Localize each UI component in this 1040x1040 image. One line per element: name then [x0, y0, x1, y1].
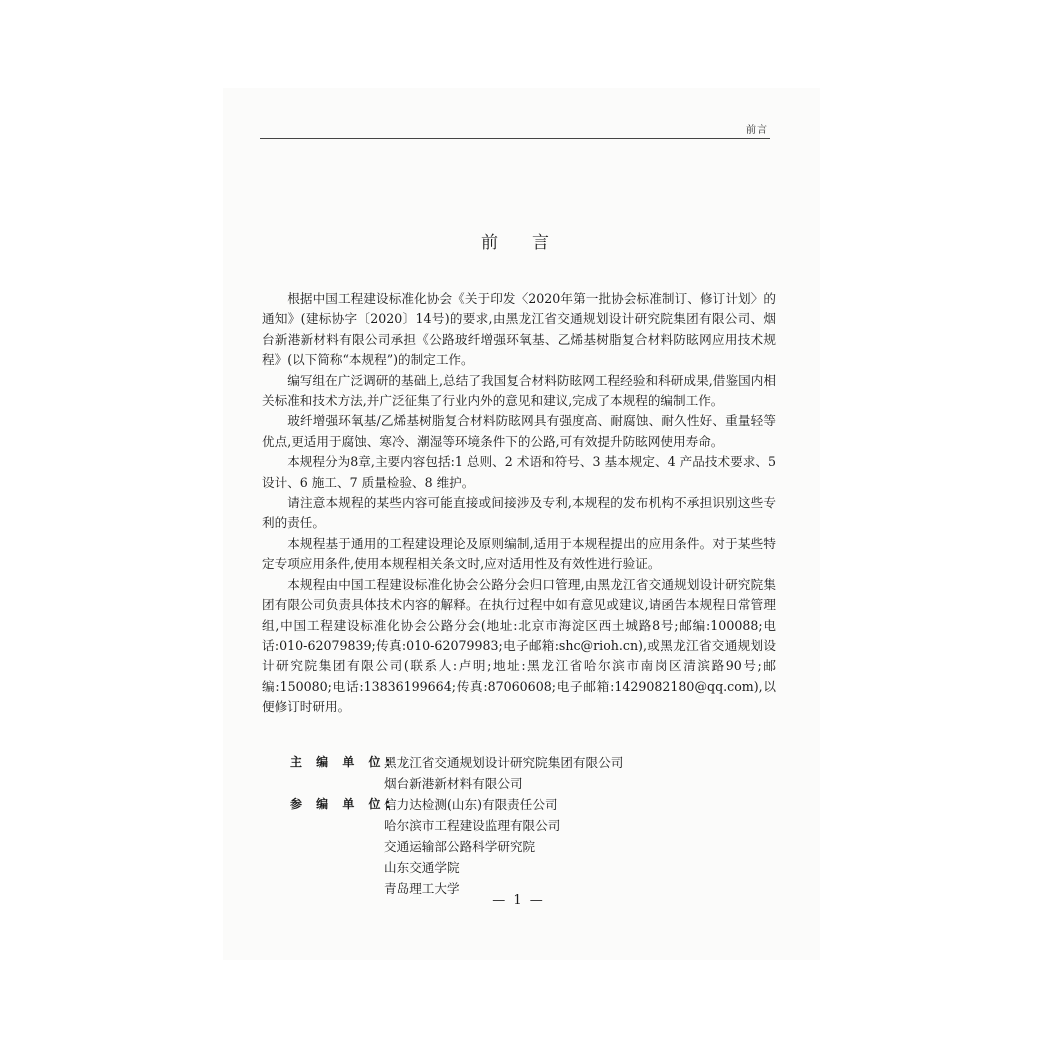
unit-name: 山东交通学院	[384, 860, 460, 875]
participating-label: 参 编 单 位:	[290, 797, 396, 811]
chief-editor-units	[290, 752, 770, 794]
paragraph: 编写组在广泛调研的基础上,总结了我国复合材料防眩网工程经验和科研成果,借鉴国内相关标准和技术方法,并广泛征集了行业内外的意见和建议,完成了本规程的编制工作。	[262, 372, 776, 409]
running-header	[260, 118, 770, 139]
paragraph: 本规程由中国工程建设标准化协会公路分会归口管理,由黑龙江省交通规划设计研究院集团有限公司负责具体技术内容的解释。在执行过程中如有意见或建议,请函告本规程日常管理组,中国工程建设标准化协会公路分会(地址:北京市海淀区西土城路8号;邮编:100088;电话:010-62079839;传真:010-62079983;电子邮箱:shc@rioh.cn),或黑龙江省交通规划设计研究院集团有限公司(联系人:卢明;地址:黑龙江省哈尔滨市南岗区清滨路90号;邮编:150080;电话:13836199664;传真:87060608;电子邮箱:1429082180@qq.com),以便修订时研用。	[262, 576, 776, 715]
paragraph: 本规程基于通用的工程建设理论及原则编制,适用于本规程提出的应用条件。对于某些特定专项应用条件,使用本规程相关条文时,应对适用性及有效性进行验证。	[262, 535, 776, 572]
paragraph: 根据中国工程建设标准化协会《关于印发〈2020年第一批协会标准制订、修订计划〉的通知》(建标协字〔2020〕14号)的要求,由黑龙江省交通规划设计研究院集团有限公司、烟台新港新材料有限公司承担《公路玻纤增强环氧基、乙烯基树脂复合材料防眩网应用技术规程》(以下简称“本规程”)的制定工作。	[262, 291, 776, 368]
participating-units	[290, 794, 770, 899]
preface-body	[262, 289, 776, 718]
running-header-title: 前言	[746, 125, 768, 136]
paragraph: 请注意本规程的某些内容可能直接或间接涉及专利,本规程的发布机构不承担识别这些专利的责任。	[262, 495, 776, 531]
unit-name: 青岛理工大学	[384, 881, 460, 896]
paragraph: 本规程分为8章,主要内容包括:1 总则、2 术语和符号、3 基本规定、4 产品技术要求、5 设计、6 施工、7 质量检验、8 维护。	[262, 454, 776, 490]
unit-name: 烟台新港新材料有限公司	[384, 776, 523, 791]
editing-units	[290, 752, 770, 899]
participating-list	[384, 794, 560, 899]
unit-name: 信力达检测(山东)有限责任公司	[384, 797, 558, 812]
chief-editor-label: 主 编 单 位:	[290, 755, 396, 769]
paragraph: 玻纤增强环氧基/乙烯基树脂复合材料防眩网具有强度高、耐腐蚀、耐久性好、重量轻等优点,更适用于腐蚀、寒冷、潮湿等环境条件下的公路,可有效提升防眩网使用寿命。	[262, 413, 776, 449]
chief-editor-list	[384, 752, 623, 794]
page-number: — 1 —	[492, 893, 545, 908]
unit-name: 交通运输部公路科学研究院	[384, 839, 536, 854]
unit-name: 哈尔滨市工程建设监理有限公司	[384, 818, 561, 833]
page-title: 前言	[481, 233, 583, 253]
unit-name: 黑龙江省交通规划设计研究院集团有限公司	[384, 755, 624, 770]
